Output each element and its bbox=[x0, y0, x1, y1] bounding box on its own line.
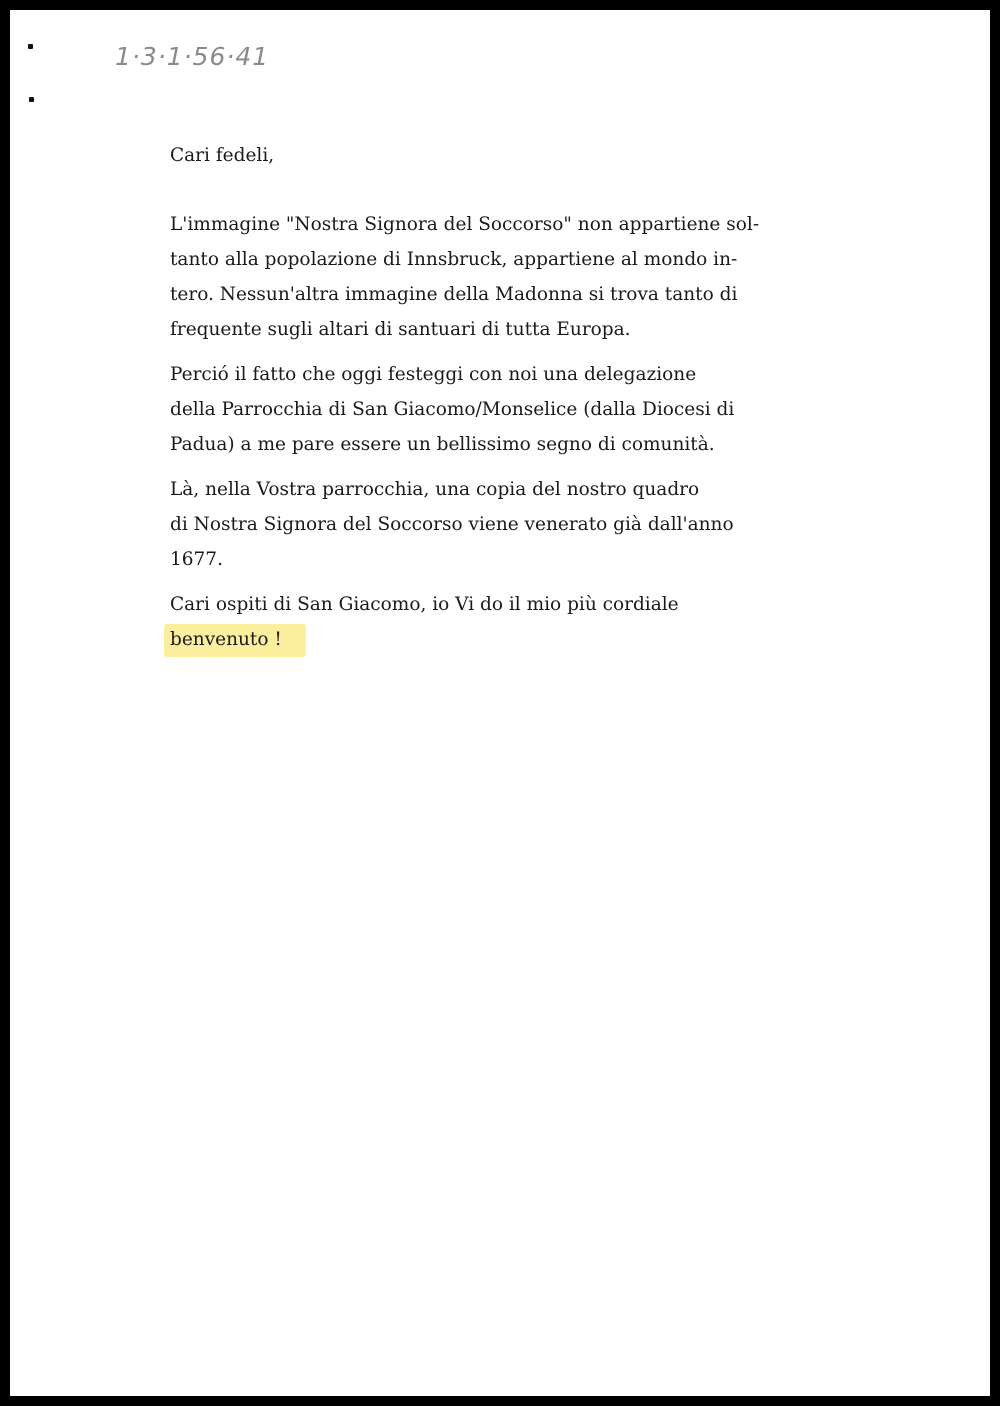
text-line: Cari ospiti di San Giacomo, io Vi do il mio più cordiale bbox=[170, 594, 679, 615]
text-line: tero. Nessun'altra immagine della Madonna si trova tanto di bbox=[170, 284, 738, 305]
highlighted-closing: benvenuto ! bbox=[164, 624, 306, 657]
punch-mark-top bbox=[28, 44, 33, 49]
paragraph-4 bbox=[170, 587, 910, 657]
paragraph-2 bbox=[170, 357, 910, 462]
text-line: della Parrocchia di San Giacomo/Monselice (dalla Diocesi di bbox=[170, 399, 735, 420]
letter-body bbox=[170, 138, 910, 657]
text-line: di Nostra Signora del Soccorso viene venerato già dall'anno bbox=[170, 514, 734, 535]
salutation: Cari fedeli, bbox=[170, 145, 275, 166]
text-line: Padua) a me pare essere un bellissimo segno di comunità. bbox=[170, 434, 715, 455]
text-line: 1677. bbox=[170, 549, 223, 570]
closing-line bbox=[170, 622, 910, 657]
spacer bbox=[170, 462, 910, 472]
punch-mark-bottom bbox=[29, 97, 34, 102]
text-line: tanto alla popolazione di Innsbruck, appartiene al mondo in- bbox=[170, 249, 738, 270]
text-line: L'immagine "Nostra Signora del Soccorso" non appartiene sol- bbox=[170, 214, 760, 235]
text-line: Là, nella Vostra parrocchia, una copia del nostro quadro bbox=[170, 479, 700, 500]
document-page bbox=[10, 10, 990, 1396]
paragraph-3 bbox=[170, 472, 910, 577]
spacer bbox=[170, 174, 910, 207]
text-line: frequente sugli altari di santuari di tutta Europa. bbox=[170, 319, 631, 340]
text-line: Perció il fatto che oggi festeggi con noi una delegazione bbox=[170, 364, 697, 385]
spacer bbox=[170, 577, 910, 587]
handwritten-archive-number: 1·3·1·56·41 bbox=[115, 42, 270, 71]
spacer bbox=[170, 347, 910, 357]
paragraph-1 bbox=[170, 207, 910, 347]
